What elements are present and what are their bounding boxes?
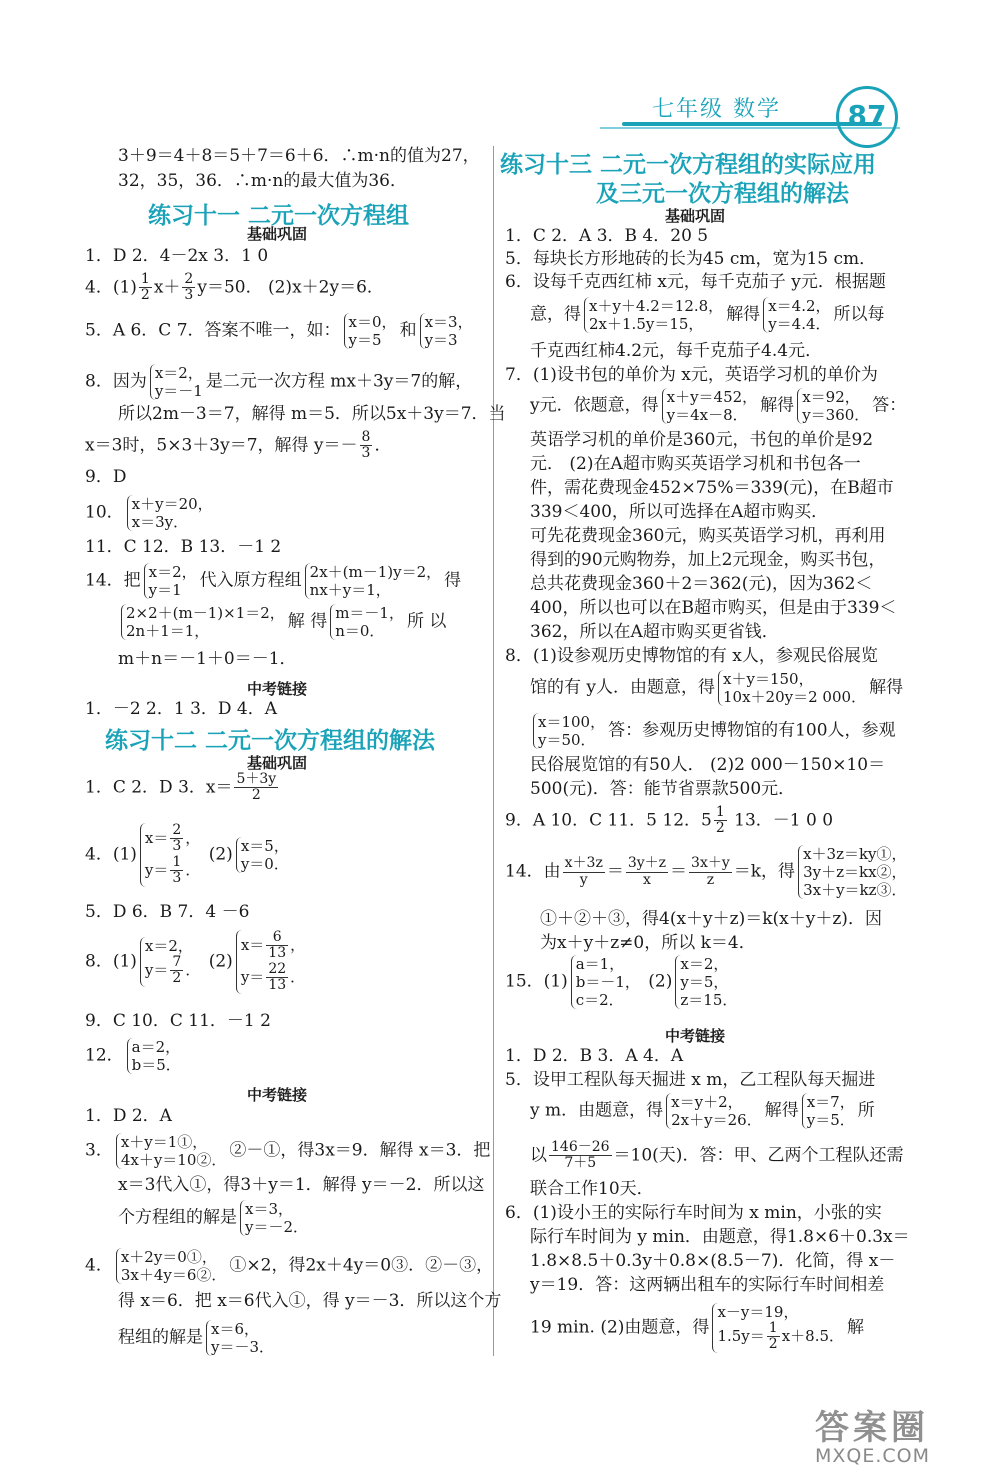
- fraction: $\frac{8}{3}$: [361, 429, 371, 462]
- watermark-url: MXQE.COM: [815, 1445, 931, 1467]
- answer-zk-4-line-2: 得 x＝6．把 x＝6代入①，得 y＝－3．所以这个方: [118, 1291, 502, 1311]
- answer-14-line-2: 2×2＋(m－1)×1＝2， 2n＋1＝1， 解 得 m＝－1， n＝0． 所 以: [118, 604, 446, 640]
- fraction: $\frac{146-26}{7+5}$: [551, 1139, 610, 1172]
- equation-system: x＝6， y＝－3．: [206, 1320, 274, 1356]
- section-12-title: 练习十二 二元一次方程组的解法: [105, 728, 436, 754]
- answer-s13-7-line-4: 元． (2)在A超市购买英语学习机和书包各一: [530, 454, 861, 474]
- answer-s13-8-line-1: 8．(1)设参观历史博物馆的有 x人，参观民俗展览: [505, 646, 878, 666]
- answer-zk3-6-line-5: 19 min. (2)由题意，得x－y＝19， 1.5y＝ $\frac{1}{2}$ x＋8.5． 解: [530, 1303, 865, 1353]
- intro-line-1: 3＋9＝4＋8＝5＋7＝6＋6．∴m·n的值为27，: [118, 146, 480, 166]
- equation-system: x＋y＝1①， 4x＋y＝10②．: [116, 1133, 227, 1169]
- equation-system: a＝1， b＝－1， c＝2．: [571, 955, 640, 1009]
- answer-zk-3-line-1: 3． x＋y＝1①， 4x＋y＝10②． ②－①，得3x＝9．解得 x＝3．把: [85, 1133, 491, 1169]
- section-13-subtitle: 基础巩固: [665, 207, 726, 225]
- answer-s12-12: 12． a＝2， b＝5．: [85, 1038, 181, 1074]
- answer-s13-8-line-4: 民俗展览馆的有50人． (2)2 000－150×10＝: [530, 755, 886, 775]
- answer-s13-7-line-6: 339＜400，所以可选择在A超市购买．: [530, 502, 829, 522]
- answer-zk-3-line-3: 个方程组的解是 x＝3， y＝－2．: [118, 1200, 309, 1236]
- answer-zk3-5-line-3: 以 $\frac{146-26}{7+5}$ ＝10(天)．答：甲、乙两个工程队还需: [530, 1139, 904, 1172]
- answer-9: 9．D: [85, 467, 127, 487]
- equation-system: x＋3z＝ky①， 3y＋z＝kx②， 3x＋y＝kz③．: [798, 845, 906, 899]
- answer-10: 10． x＋y＝20， x＝3y．: [85, 495, 213, 531]
- zhongkao-link-3: 中考链接: [665, 1027, 726, 1045]
- equation-system: 2×2＋(m－1)×1＝2， 2n＋1＝1，: [121, 604, 285, 640]
- equation-system: a＝2， b＝5．: [127, 1038, 181, 1074]
- answer-s13-9-13: 9．A 10．C 11．5 12．5 $\frac{1}{2}$ 13．－1 0 0: [505, 804, 834, 837]
- zhongkao-3-answers: 1．D 2．B 3．A 4．A: [505, 1046, 684, 1066]
- equation-system: x＝2， y＝5， z＝15．: [675, 955, 737, 1009]
- answer-zk3-5-line-2: y m．由题意，得 x＝y＋2， 2x＋y＝26． 解得 x＝7， y＝5． 所: [530, 1093, 875, 1129]
- answer-s13-7-line-8: 得到的90元购物券，加上2元现金，购买书包，: [530, 550, 886, 570]
- answer-s13-7-line-2: y元．依题意，得 x＋y＝452， y＝4x－8． 解得 x＝92， y＝360． 答：: [530, 388, 907, 424]
- answer-s13-15: 15．(1)a＝1， b＝－1， c＝2． (2)x＝2， y＝5， z＝15．: [505, 955, 738, 1009]
- answer-11-13: 11．C 12．B 13．－1 2: [85, 537, 282, 557]
- answer-4: 4．(1) $\frac{1}{2}$ x＋ $\frac{2}{3}$ y＝50． (2)x＋2y＝6．: [85, 271, 384, 304]
- answer-s13-8-line-5: 500(元)．答：能节省票款500元．: [530, 779, 796, 799]
- answer-s13-8-line-3: x＝100， y＝50． 答：参观历史博物馆的有100人，参观: [530, 713, 896, 749]
- equation-system: x＝5， y＝0．: [236, 837, 289, 873]
- fraction: $\frac{1}{2}$: [140, 271, 150, 304]
- equation-system: x＝92， y＝360．: [797, 388, 869, 424]
- answer-zk3-5-line-4: 联合工作10天．: [530, 1179, 654, 1199]
- answer-s13-7-line-11: 362，所以在A超市购买更省钱．: [530, 622, 779, 642]
- answer-s13-6-line-3: 千克西红柿4.2元，每千克茄子4.4元．: [530, 341, 823, 361]
- equation-system: x＝y＋2， 2x＋y＝26．: [666, 1093, 762, 1129]
- answer-s12-1-3: 1．C 2．D 3．x＝ $\frac{5+3y}{2}$: [85, 771, 277, 804]
- equation-system: x＝2， y＝－1: [150, 364, 203, 400]
- equation-system: x＋2y＝0①， 3x＋4y＝6②．: [116, 1248, 227, 1284]
- watermark-logo: [815, 1400, 990, 1467]
- equation-system: x＝3， y＝－2．: [240, 1200, 308, 1236]
- answer-s13-7-line-10: 400，所以也可以在B超市购买，但是由于339＜: [530, 598, 897, 618]
- zhongkao-link-1: 中考链接: [247, 680, 308, 698]
- page-number: 87: [836, 86, 898, 148]
- zhongkao-2-answers: 1．D 2．A: [85, 1106, 172, 1126]
- zhongkao-link-2: 中考链接: [247, 1086, 308, 1104]
- equation-system: x＝7， y＝5．: [802, 1093, 855, 1129]
- equation-system: x＝0， y＝5: [344, 313, 397, 349]
- equation-system: x＋y＝20， x＝3y．: [127, 495, 213, 531]
- answer-s13-8-line-2: 馆的有 y人．由题意，得 x＋y＝150， 10x＋20y＝2 000． 解得: [530, 670, 904, 706]
- equation-system: x＝4.2， y＝4.4．: [763, 297, 830, 333]
- answer-s13-14-line-1: 14．由 $\frac{x+3z}{y}$ ＝ $\frac{3y+z}{x}$ ＝ $\frac{3x+y}{z}$ ＝k，得x＋3z＝ky①， 3y＋z＝kx②， 3x＋y＝kz③．: [505, 845, 907, 899]
- equation-system: x＋y＝452， y＝4x－8．: [662, 388, 758, 424]
- answer-s13-1-4: 1．C 2．A 3．B 4．20 5: [505, 226, 709, 246]
- answer-zk-4-line-1: 4． x＋2y＝0①， 3x＋4y＝6②． ①×2，得2x＋4y＝0③．②－③，: [85, 1248, 494, 1284]
- equation-system: x＝2， y＝1: [144, 563, 197, 599]
- equation-system: x＝ $\frac{2}{3}$ ， y＝ $\frac{1}{3}$ ．: [140, 823, 200, 887]
- section-11-title: 练习十一 二元一次方程组: [148, 203, 410, 229]
- answer-s13-5: 5．每块长方形地砖的长为45 cm，宽为15 cm．: [505, 249, 877, 269]
- equation-system: x＝2， y＝ $\frac{7}{2}$ ．: [140, 937, 200, 987]
- answer-s12-5-7: 5．D 6．B 7．4 －6: [85, 902, 250, 922]
- section-13-title-line-1: 练习十三 二元一次方程组的实际应用: [500, 152, 877, 178]
- equation-system: m＝－1， n＝0．: [330, 604, 404, 640]
- answer-s13-14-line-3: 为x＋y＋z≠0，所以 k＝4．: [540, 933, 756, 953]
- answer-s12-4: 4．(1)x＝ $\frac{2}{3}$ ， y＝ $\frac{1}{3}$ ． (2) x＝5， y＝0．: [85, 822, 289, 887]
- zhongkao-1-answers: 1．－2 2．1 3．D 4．A: [85, 699, 278, 719]
- equation-system: x＝100， y＝50．: [533, 713, 605, 749]
- answer-zk-4-line-3: 程组的解是 x＝6， y＝－3．: [118, 1320, 275, 1356]
- answer-s13-7-line-5: 件，需花费现金452×75%＝339(元)，在B超市: [530, 478, 894, 498]
- answer-8-line-2: 所以2m－3＝7，解得 m＝5．所以5x＋3y＝7．当: [118, 404, 506, 424]
- fraction: $\frac{5+3y}{2}$: [236, 771, 277, 804]
- fraction: $\frac{1}{2}$: [715, 804, 725, 837]
- answer-s12-8: 8．(1)x＝2， y＝ $\frac{7}{2}$ ． (2)x＝ $\frac{6}{13}$ ， y＝ $\frac{22}{13}$ ．: [85, 929, 306, 994]
- answer-1-3: 1．D 2．4－2x 3．1 0: [85, 246, 269, 266]
- section-12-subtitle: 基础巩固: [247, 754, 308, 772]
- answer-zk-3-line-2: x＝3代入①，得3＋y＝1．解得 y＝－2．所以这: [118, 1175, 485, 1195]
- equation-system: x＋y＝150， 10x＋20y＝2 000．: [718, 670, 866, 706]
- answer-s13-7-line-7: 可先花费现金360元，购买英语学习机，再利用: [530, 526, 886, 546]
- answer-s13-6-line-1: 6．设每千克西红柿 x元，每千克茄子 y元．根据题: [505, 272, 886, 292]
- section-11-subtitle: 基础巩固: [247, 225, 308, 243]
- answer-s12-9-11: 9．C 10．C 11．－1 2: [85, 1011, 271, 1031]
- answer-zk3-5-line-1: 5．设甲工程队每天掘进 x m，乙工程队每天掘进: [505, 1070, 876, 1090]
- answer-zk3-6-line-2: 际行车时间为 y min．由题意，得1.8×6＋0.3x＝: [530, 1227, 910, 1247]
- header-grade: 七年级 数学: [652, 97, 781, 122]
- equation-system: x＝ $\frac{6}{13}$ ， y＝ $\frac{22}{13}$ ．: [236, 930, 305, 994]
- section-13-title-line-2: 及三元一次方程组的解法: [596, 181, 849, 207]
- answer-zk3-6-line-4: y＝19．答：这两辆出租车的实际行车时间相差: [530, 1275, 885, 1295]
- answer-4-label: 4．(1): [85, 277, 137, 298]
- answer-s13-14-line-2: ①＋②＋③，得4(x＋y＋z)＝k(x＋y＋z)．因: [540, 909, 882, 929]
- answer-14-line-1: 14．把 x＝2， y＝1 代入原方程组 2x＋(m－1)y＝2， nx＋y＝1， 得: [85, 563, 462, 599]
- answer-8-line-1: 8．因为 x＝2， y＝－1 是二元一次方程 mx＋3y＝7的解，: [85, 364, 473, 400]
- answer-s13-7-line-3: 英语学习机的单价是360元，书包的单价是92: [530, 430, 874, 450]
- intro-line-2: 32，35，36．∴m·n的最大值为36．: [118, 171, 407, 191]
- equation-system: x＋y＋4.2＝12.8， 2x＋1.5y＝15，: [584, 297, 723, 333]
- answer-s13-7-line-1: 7．(1)设书包的单价为 x元，英语学习机的单价为: [505, 365, 878, 385]
- answer-14-line-3: m＋n＝－1＋0＝－1．: [118, 649, 297, 669]
- answer-s13-6-line-2: 意，得 x＋y＋4.2＝12.8， 2x＋1.5y＝15， 解得 x＝4.2， y＝4.4． 所以每: [530, 297, 885, 333]
- answer-zk3-6-line-3: 1.8×8.5＋0.3y＋0.8×(8.5－7)．化简，得 x－: [530, 1251, 896, 1271]
- fraction: $\frac{2}{3}$: [184, 271, 194, 304]
- equation-system: x－y＝19， 1.5y＝ $\frac{1}{2}$ x＋8.5．: [712, 1303, 844, 1353]
- column-divider: [493, 146, 494, 1356]
- answer-5-7: 5．A 6．C 7．答案不唯一，如： x＝0， y＝5 和 x＝3， y＝3: [85, 313, 473, 349]
- watermark-text: 答案圈: [815, 1408, 929, 1448]
- equation-system: 2x＋(m－1)y＝2， nx＋y＝1，: [305, 563, 442, 599]
- answer-8-line-3: x＝3时，5×3＋3y＝7，解得 y＝－ $\frac{8}{3}$ ．: [85, 429, 392, 462]
- equation-system: x＝3， y＝3: [420, 313, 473, 349]
- answer-zk3-6-line-1: 6．(1)设小王的实际行车时间为 x min，小张的实: [505, 1203, 882, 1223]
- answer-s13-7-line-9: 总共花费现金360＋2＝362(元)，因为362＜: [530, 574, 873, 594]
